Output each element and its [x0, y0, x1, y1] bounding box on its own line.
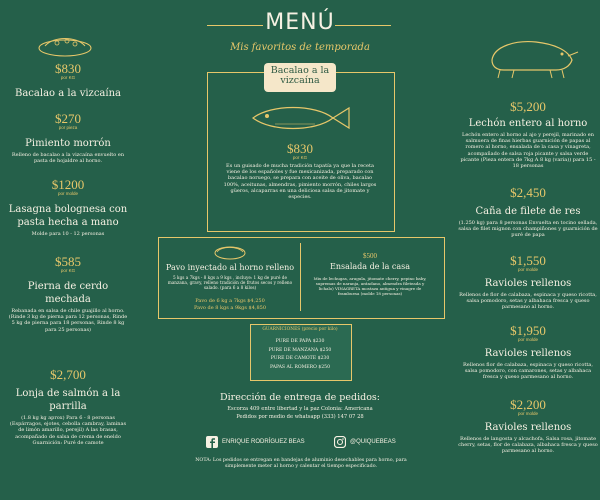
- item-price: $2,200: [510, 397, 546, 412]
- guarnicion-item: PURE DE CAMOTE $230: [270, 356, 330, 362]
- item-name: Bacalao a la vizcaína: [15, 88, 121, 99]
- item-unit: por molde: [57, 191, 78, 196]
- item-price: $270: [55, 111, 81, 126]
- right-item-cana: [458, 186, 598, 239]
- item-desc: Lechón entero al horno al ajo y perejil, marinado en salmuera de finas hierbas guarnición de papas al romero al horno, ensalada de la casa y vinagreta, acompañado de salsa roja picante y salsa verde picante (Pieza entera de 7kg A 8 kg (varia)) para 15 - 18 personas: [460, 132, 596, 170]
- item-name: Ravioles rellenos: [484, 348, 572, 359]
- social-row: [206, 436, 426, 450]
- item-price: $1200: [51, 177, 85, 192]
- item-desc: Molde para 10 - 12 personas: [31, 231, 105, 237]
- item-price: $2,700: [50, 367, 86, 382]
- bacalao-price: $830: [287, 141, 313, 156]
- item-unit: por molde: [517, 267, 538, 272]
- item-price: $830: [55, 61, 81, 76]
- guarniciones-title: GUARNICIONES (precio por kilo): [262, 327, 338, 332]
- item-unit: por KG: [60, 268, 76, 273]
- instagram-handle[interactable]: @QUIQUEBEAS: [350, 439, 396, 445]
- instagram-icon: [334, 436, 346, 448]
- item-unit: por molde: [517, 411, 538, 416]
- ensalada-price: $500: [363, 252, 377, 260]
- item-price: $2,450: [510, 185, 546, 200]
- menu-subtitle: Mis favoritos de temporada: [230, 42, 370, 53]
- item-price: $585: [55, 254, 81, 269]
- item-desc: Rellenos de langosta y alcachofa, Salsa rosa, jitomate cherry, setas, flor de calabaza, albahaca fresca y queso parmesano al horno.: [458, 436, 598, 455]
- item-price: $1,950: [510, 323, 546, 338]
- pavo-name: Pavo inyectado al horno relleno: [165, 263, 295, 272]
- bacalao-unit: por KG: [292, 155, 308, 160]
- guarniciones-list: [250, 338, 350, 372]
- delivery-note: NOTA: Los pedidos se entregan en bandejas de aluminio desechables para horno, para simplemente meter al horno y calentar el tiempo especificado.: [195, 458, 407, 470]
- delivery-title: Dirección de entrega de pedidos:: [220, 392, 380, 403]
- pavo-desc: 5 kgs a 7kgs - 8 kgs a 9 kgs , incluye: 1 kg de puré de manzana, gravy, relleno tradición de frutos secos y relleno salado. (para 6 a 8 kilos): [167, 275, 293, 291]
- left-item-lasagna: [8, 178, 138, 237]
- item-desc: Relleno de bacalao a la vizcaína envuelto en pasta de hojaldre al horno.: [11, 152, 125, 165]
- item-name: Ravioles rellenos: [484, 422, 572, 433]
- item-unit: por KG: [60, 75, 76, 80]
- bacalao-badge: Bacalao a la vizcaína: [264, 63, 336, 92]
- pavo-price-1: Pavo de 6 kg a 7kgs $4,250: [195, 298, 265, 304]
- pig-icon: [480, 32, 580, 80]
- left-item-pierna: [8, 255, 138, 333]
- guarnicion-item: PURE DE PAPA $230: [275, 339, 325, 344]
- menu-title: MENÚ: [265, 10, 335, 35]
- item-desc: (1.8 kg kg aprox) Para 6 - 8 personas (Espárragos, ejotes, cebolla cambray, laminas de limón amarillo, perejil) A las brasas, acompañado de salsa de crema de eneldo Guarnición: Puré de camote: [9, 415, 127, 446]
- facebook-handle[interactable]: ENRIQUE RODRÍGUEZ BEAS: [222, 439, 305, 445]
- facebook-icon: [206, 436, 218, 448]
- guarnicion-item: PAPAS AL ROMERO $250: [269, 364, 331, 370]
- right-item-ravioles-2: [458, 324, 598, 381]
- item-name: Ravioles rellenos: [484, 278, 572, 289]
- guarnicion-item: PURE DE MANZANA $250: [268, 347, 332, 353]
- right-item-lechon: [458, 100, 598, 169]
- turkey-icon: [210, 240, 250, 262]
- item-price: $1,550: [510, 253, 546, 268]
- item-name: Lasagna bolognesa con pasta hecha a mano: [8, 204, 128, 228]
- item-desc: Rebanada en salsa de chile guajillo al horno. (Rinde 3 kg de pierna para 12 personas, Rinde 5 kg de pierna para 18 personas, Rinde 8 kg para 25 personas): [8, 308, 128, 333]
- item-unit: por pieza: [58, 125, 78, 130]
- delivery-address: Escorza 409 entre libertad y la paz Colonia: Americana: [227, 406, 373, 412]
- item-unit: por molde: [517, 337, 538, 342]
- ensalada-desc: Mix de lechugas, arugula, jitomate cherry, pepino baby, supremas de naranja, arándano, almendra fileteada y lichalo) VINAGRETA mostaza antigua y vinagre de frambuesa (molde 18 personas): [313, 276, 427, 296]
- pavo-price-2: Pavo de 8 kgs a 9kgs $4,850: [193, 305, 267, 311]
- item-desc: (1.250 kg) para 8 personas Envuelta en tocino sellada, salsa de filet mignon con champiñones y guarnición de puré de papa: [458, 220, 598, 239]
- right-item-ravioles-3: [458, 398, 598, 455]
- left-column: [8, 62, 138, 100]
- item-price: $5,200: [510, 99, 546, 114]
- bacalao-desc: Es un guisado de mucha tradición tapatía ya que la receta viene de los españoles y fue mexicanizada, preparado con bacalao noruego, se prepara con aceite de oliva, bacalao 100%, aceitunas, almendras, pimiento morrón, chiles largos güeros, alcaparras en una deliciosa salsa de jitomate y especies.: [223, 163, 377, 201]
- item-desc: Rellenos de flor de calabaza, espinaca y queso ricotta, salsa pomodoro, setas y albahaca fresca y queso parmesano al horno.: [459, 292, 597, 311]
- paella-dish-icon: [35, 32, 97, 60]
- delivery-phone: Pedidos por medio de whatsapp (333) 147 07 28: [236, 414, 364, 420]
- item-name: Pierna de cerdo mechada: [27, 281, 109, 305]
- item-name: Caña de filete de res: [475, 206, 581, 217]
- left-item-salmon: [8, 368, 138, 446]
- right-item-ravioles-1: [458, 254, 598, 311]
- item-desc: Rellenos flor de calabaza, espinaca y queso ricotta, salsa pomodoro, con camarones, setas y albahaca fresca y queso parmesano al horno.: [463, 362, 593, 381]
- fish-icon: [245, 98, 355, 138]
- ensalada-name: Ensalada de la casa: [329, 262, 411, 271]
- item-name: Lechón entero al horno: [468, 118, 588, 129]
- item-name: Pimiento morrón: [25, 138, 111, 149]
- item-name: Lonja de salmón a la parrilla: [15, 388, 121, 412]
- left-item-pimiento: [8, 112, 138, 164]
